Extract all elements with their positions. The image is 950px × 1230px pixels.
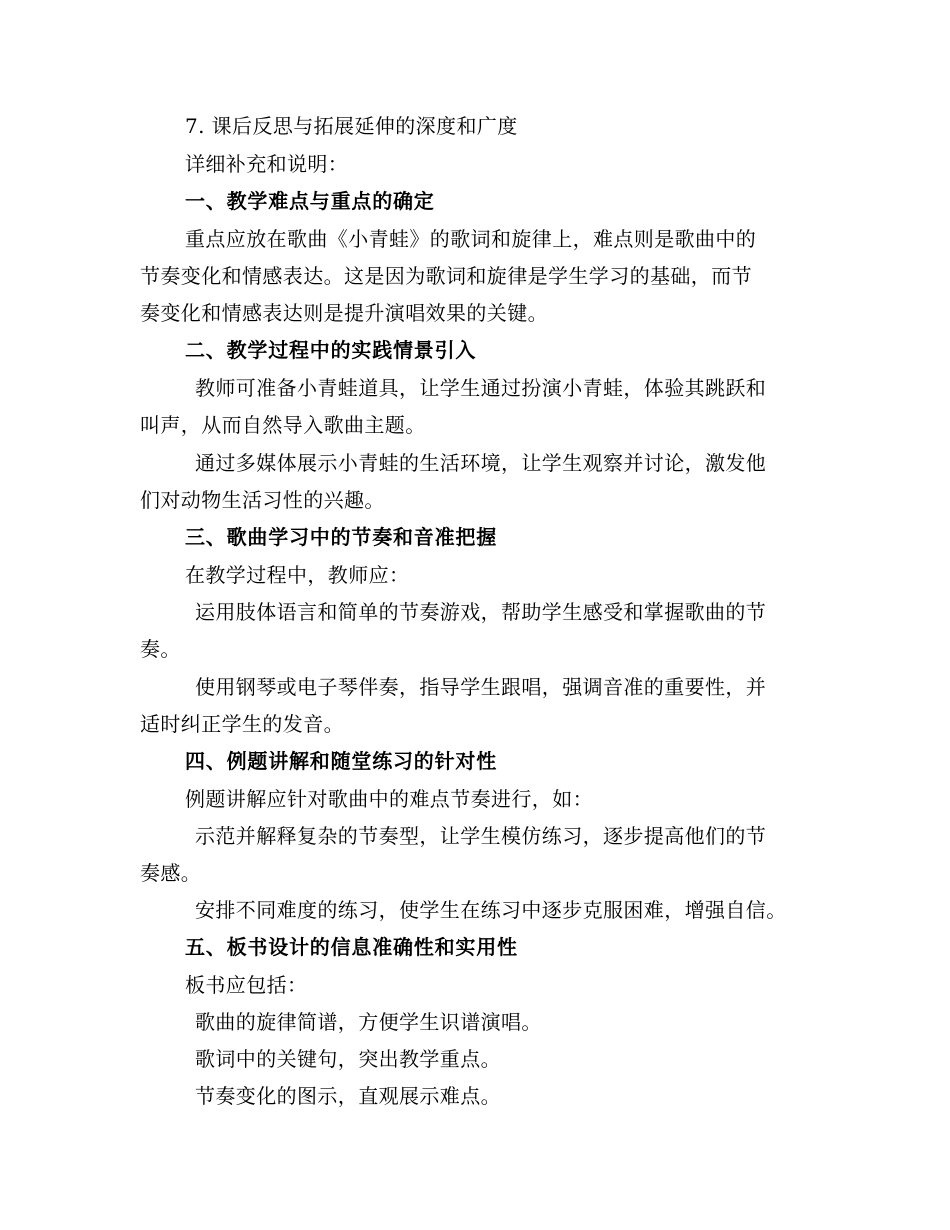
paragraph-line: 歌词中的关键句，突出教学重点。 — [195, 1047, 501, 1071]
paragraph-line: 教师可准备小青蛙道具，让学生通过扮演小青蛙，体验其跳跃和 — [195, 376, 767, 400]
heading-2: 二、教学过程中的实践情景引入 — [185, 338, 477, 362]
paragraph-line: 们对动物生活习性的兴趣。 — [140, 488, 385, 512]
section-intro: 详细补充和说明： — [185, 152, 349, 176]
heading-5: 五、板书设计的信息准确性和实用性 — [185, 935, 518, 959]
paragraph-line: 节奏变化和情感表达。这是因为歌词和旋律是学生学习的基础，而节 — [140, 264, 752, 288]
paragraph-line: 节奏变化的图示，直观展示难点。 — [195, 1084, 501, 1108]
paragraph-line: 在教学过程中，教师应： — [185, 563, 410, 587]
paragraph-line: 重点应放在歌曲《小青蛙》的歌词和旋律上，难点则是歌曲中的 — [185, 227, 757, 251]
paragraph-line: 适时纠正学生的发音。 — [140, 712, 344, 736]
paragraph-line: 奏感。 — [140, 861, 202, 885]
paragraph-line: 运用肢体语言和简单的节奏游戏，帮助学生感受和掌握歌曲的节 — [195, 600, 767, 624]
paragraph-line: 示范并解释复杂的节奏型，让学生模仿练习，逐步提高他们的节 — [195, 824, 767, 848]
paragraph-line: 歌曲的旋律简谱，方便学生识谱演唱。 — [195, 1010, 542, 1034]
paragraph-line: 奏。 — [140, 637, 181, 661]
heading-4: 四、例题讲解和随堂练习的针对性 — [185, 749, 497, 773]
paragraph-line: 板书应包括： — [185, 973, 308, 997]
paragraph-line: 使用钢琴或电子琴伴奏，指导学生跟唱，强调音准的重要性，并 — [195, 675, 767, 699]
list-item-7: 7. 课后反思与拓展延伸的深度和广度 — [185, 114, 518, 138]
paragraph-line: 叫声，从而自然导入歌曲主题。 — [140, 413, 426, 437]
paragraph-line: 奏变化和情感表达则是提升演唱效果的关键。 — [140, 301, 548, 325]
paragraph-line: 安排不同难度的练习，使学生在练习中逐步克服困难，增强自信。 — [195, 898, 787, 922]
heading-1: 一、教学难点与重点的确定 — [185, 189, 435, 213]
paragraph-line: 通过多媒体展示小青蛙的生活环境，让学生观察并讨论，激发他 — [195, 451, 767, 475]
heading-3: 三、歌曲学习中的节奏和音准把握 — [185, 525, 497, 549]
paragraph-line: 例题讲解应针对歌曲中的难点节奏进行，如： — [185, 787, 593, 811]
